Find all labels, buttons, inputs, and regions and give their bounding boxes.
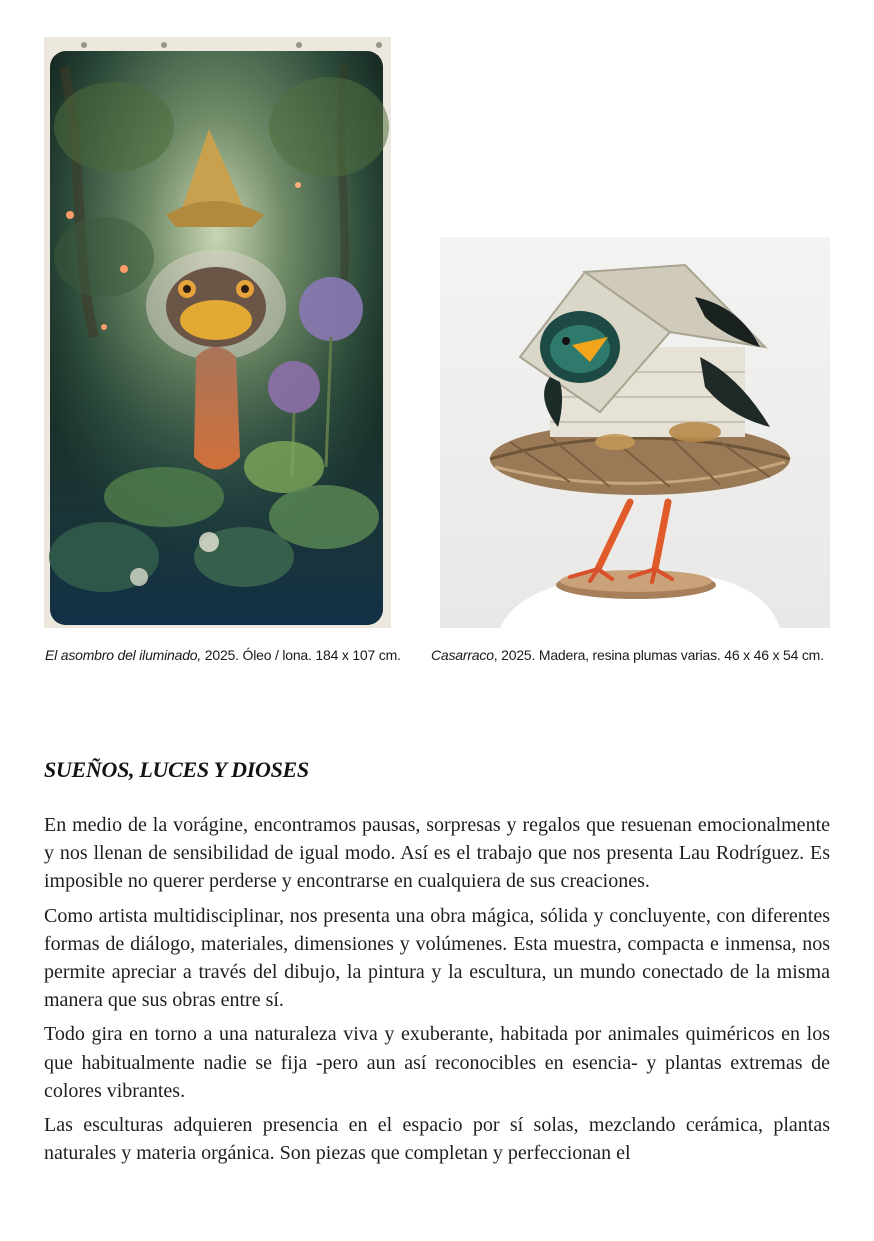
paragraph: Las esculturas adquieren presencia en el espacio por sí solas, mezclando cerámica, plantas naturales y materia orgánica. Son piezas que completan y perfeccionan el [44,1114,830,1165]
body-text [44,811,830,1173]
sculpture-caption [431,647,831,667]
painting-illustration [44,37,391,628]
painting-title: El asombro del iluminado, [45,647,202,663]
sculpture-title: Casarraco [431,647,494,663]
painting-image [44,37,391,628]
sculpture-image [440,237,830,628]
sculpture-details: , 2025. Madera, resina plumas varias. 46 x 46 x 54 cm. [493,647,824,663]
painting-details: 2025. Óleo / lona. 184 x 107 cm. [201,647,401,663]
sculpture-illustration [440,237,830,628]
section-heading: SUEÑOS, LUCES Y DIOSES [44,757,309,782]
painting-caption [45,647,405,667]
paragraph: Todo gira en torno a una naturaleza viva y exuberante, habitada por animales quiméricos en los que habitualmente nadie se fija -pero aun así reconocibles en esencia- y plantas extremas de colores vibrantes. [44,1023,830,1102]
paragraph: En medio de la vorágine, encontramos pausas, sorpresas y regalos que resuenan emocionalmente y nos llenan de sensibilidad de igual modo. Así es el trabajo que nos presenta Lau Rodríguez. Es imposible no querer perderse y encontrarse en cualquiera de sus creaciones. [44,814,830,893]
paragraph: Como artista multidisciplinar, nos presenta una obra mágica, sólida y concluyente, con diferentes formas de diálogo, materiales, dimensiones y volúmenes. Esta muestra, compacta e inmensa, nos permite apreciar a través del dibujo, la pintura y la escultura, un mundo conectado de la misma manera que sus obras entre sí. [44,904,830,1012]
